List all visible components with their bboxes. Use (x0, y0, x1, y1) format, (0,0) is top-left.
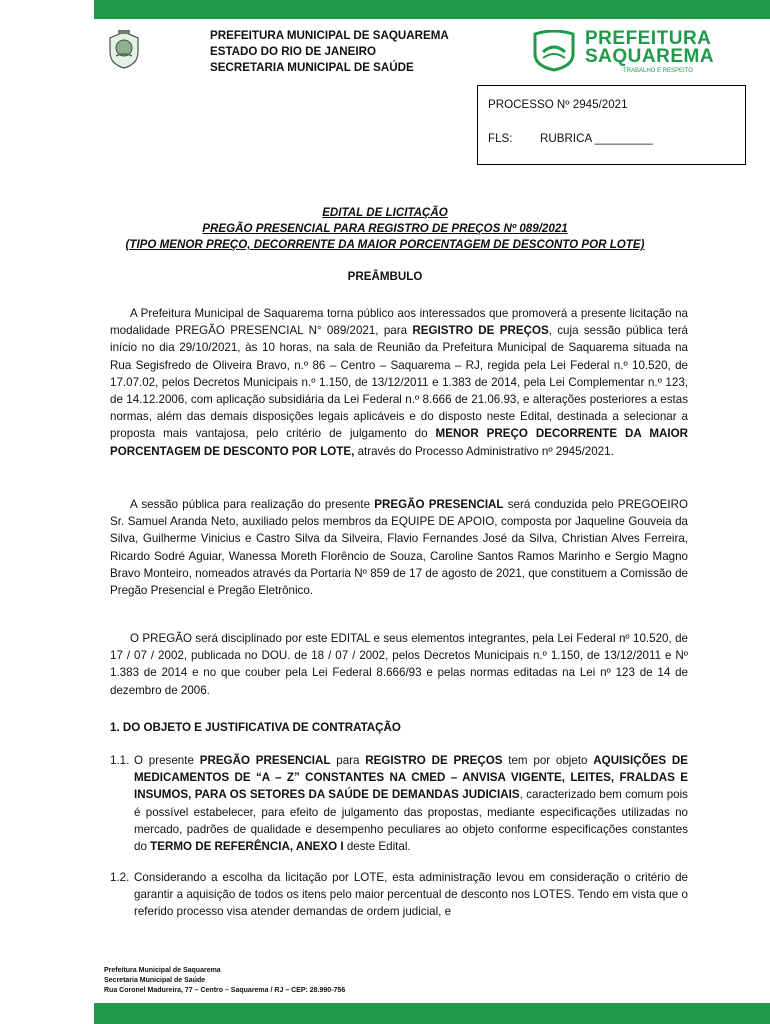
i11-b2: REGISTRO DE PREÇOS (365, 754, 503, 767)
paragraph-1 (110, 305, 688, 460)
p3-text: O PREGÃO será disciplinado por este EDITAL e seus elementos integrantes, pela Lei Federal nº 10.520, de 17 / 07 / 2002, publicada no DOU. de 18 / 07 / 2002, pelos Decretos Municipais n.º 1.150, de 13/12/2011 e Nº 1.383 de 2014 e no que couber pela Lei Federal 8.666/93 e pelas normas editadas na Lei nº 123 de 14 de dezembro de 2006. (110, 632, 688, 697)
rubrica-field: RUBRICA _________ (540, 132, 653, 145)
logo-text-prefeitura: PREFEITURA (585, 28, 712, 49)
i11-t1: O presente (134, 754, 200, 767)
logo-tagline: TRABALHO E RESPEITO (623, 68, 693, 74)
item-1-2-text: Considerando a escolha da licitação por LOTE, esta administração levou em consideração o critério de garantir a aquisição de todos os itens pelo maior percentual de desconto nos LOTES. Tendo em vista que o referido processo visa atender demandas de ordem judicial, e (134, 871, 688, 919)
bottom-green-bar (94, 1003, 770, 1024)
footer-line-2: Secretaria Municipal de Saúde (104, 977, 206, 984)
p1-bold-1: REGISTRO DE PREÇOS (412, 324, 549, 338)
section-1-heading: 1. DO OBJETO E JUSTIFICATIVA DE CONTRATAÇÃO (110, 721, 401, 734)
preambulo-heading: PREÂMBULO (347, 270, 423, 283)
p2-text-1: A sessão pública para realização do presente (130, 498, 375, 511)
p2-bold-1: PREGÃO PRESENCIAL (374, 498, 504, 511)
footer-line-1: Prefeitura Municipal de Saquarema (104, 967, 221, 974)
municipal-crest-icon (106, 30, 142, 70)
p1-text-3: através do Processo Administrativo nº 2945/2021. (354, 444, 614, 458)
logo-emblem-icon (529, 30, 579, 72)
i11-b1: PREGÃO PRESENCIAL (199, 754, 331, 767)
top-green-bar (94, 0, 770, 19)
i11-t5: deste Edital. (343, 840, 411, 854)
paragraph-3 (110, 630, 688, 699)
p2-text-2: será conduzida pelo PREGOEIRO Sr. Samuel Aranda Neto, auxiliado pelos membros da EQUIPE DE APOIO, composta por Jaqueline Gouveia da Silva, Guilherme Vinicius e Castro Silva da Silveira, Flavio Fernandes José da Silva, Christian Alves Ferreira, Ricardo Sodré Aguiar, Wanessa Moreth Florêncio de Souza, Caroline Santos Ramos Marinho e Sergio Magno Bravo Monteiro, nomeados através da Portaria Nº 859 de 17 de agosto de 2021, que constituem a Comissão de Pregão Presencial e Pregão Eletrônico. (110, 498, 688, 598)
p1-text-2: , cuja sessão pública terá início no dia 29/10/2021, às 10 horas, na sala de Reunião da Prefeitura Municipal de Saquarema situada na Rua Segisfredo de Oliveira Bravo, n.º 86 – Centro – Saquarema – RJ, regida pela Lei Federal n.º 10.520, de 17.07.02, pelos Decretos Municipais n.º 1.150, de 13/12/2011 e 1.383 de 2014, pela Lei Complementar n.º 123, de 14.12.2006, com aplicação subsidiária da Lei Federal n.º 8.666 de 21.06.93, e alterações posteriores a estas normas, além das demais disposições legais aplicáveis e do disposto neste Edital, destinada a selecionar a proposta mais vantajosa, pelo critério de julgamento do (110, 324, 688, 441)
p1-text-1: A Prefeitura Municipal de Saquarema torna público aos interessados que promoverá a presente licitação na modalidade PREGÃO PRESENCIAL N° 089/2021, para (110, 307, 688, 338)
item-1-2-number: 1.2. (110, 871, 130, 884)
header-line-2: ESTADO DO RIO DE JANEIRO (210, 45, 376, 58)
footer-line-3: Rua Coronel Madureira, 77 – Centro – Saquarema / RJ – CEP: 28.990-756 (104, 987, 346, 994)
page-footer (104, 966, 345, 996)
i11-t2: para (330, 754, 366, 767)
header-line-1: PREFEITURA MUNICIPAL DE SAQUAREMA (210, 29, 449, 42)
tipo-title: (TIPO MENOR PREÇO, DECORRENTE DA MAIOR PORCENTAGEM DE DESCONTO POR LOTE) (125, 238, 645, 251)
item-1-1 (110, 752, 688, 855)
p1-bold-2: MENOR PREÇO DECORRENTE DA MAIOR PORCENTAGEM DE DESCONTO POR LOTE, (110, 427, 688, 458)
pregao-title: PREGÃO PRESENCIAL PARA REGISTRO DE PREÇOS Nº 089/2021 (202, 222, 568, 235)
i11-t3: tem por objeto (502, 754, 594, 767)
process-number: PROCESSO Nº 2945/2021 (488, 98, 628, 111)
header-line-3: SECRETARIA MUNICIPAL DE SAÚDE (210, 61, 414, 74)
item-1-2 (110, 869, 688, 921)
header-institution (210, 28, 449, 76)
paragraph-2 (110, 496, 688, 599)
item-1-1-number: 1.1. (110, 754, 130, 767)
i11-b3: AQUISIÇÕES DE MEDICAMENTOS DE “A – Z” CONSTANTES NA CMED – ANVISA VIGENTE, LEITES, FRALDAS E INSUMOS, PARA OS SETORES DA SAÚDE DE DEMANDAS JUDICIAIS (134, 754, 688, 802)
logo-text-saquarema: SAQUAREMA (585, 46, 715, 67)
prefeitura-logo (527, 26, 715, 76)
fls-label: FLS: (488, 132, 513, 145)
i11-b4: TERMO DE REFERÊNCIA, ANEXO I (150, 840, 344, 854)
edital-title: EDITAL DE LICITAÇÃO (322, 206, 448, 219)
process-box (477, 85, 746, 165)
i11-t4: , caracterizado bem comum pois é possível estabelecer, para efeito de julgamento das propostas, mediante especificações utilizadas no mercado, padrões de qualidade e desempenho peculiares ao objeto conforme especificações constantes do (134, 788, 688, 854)
